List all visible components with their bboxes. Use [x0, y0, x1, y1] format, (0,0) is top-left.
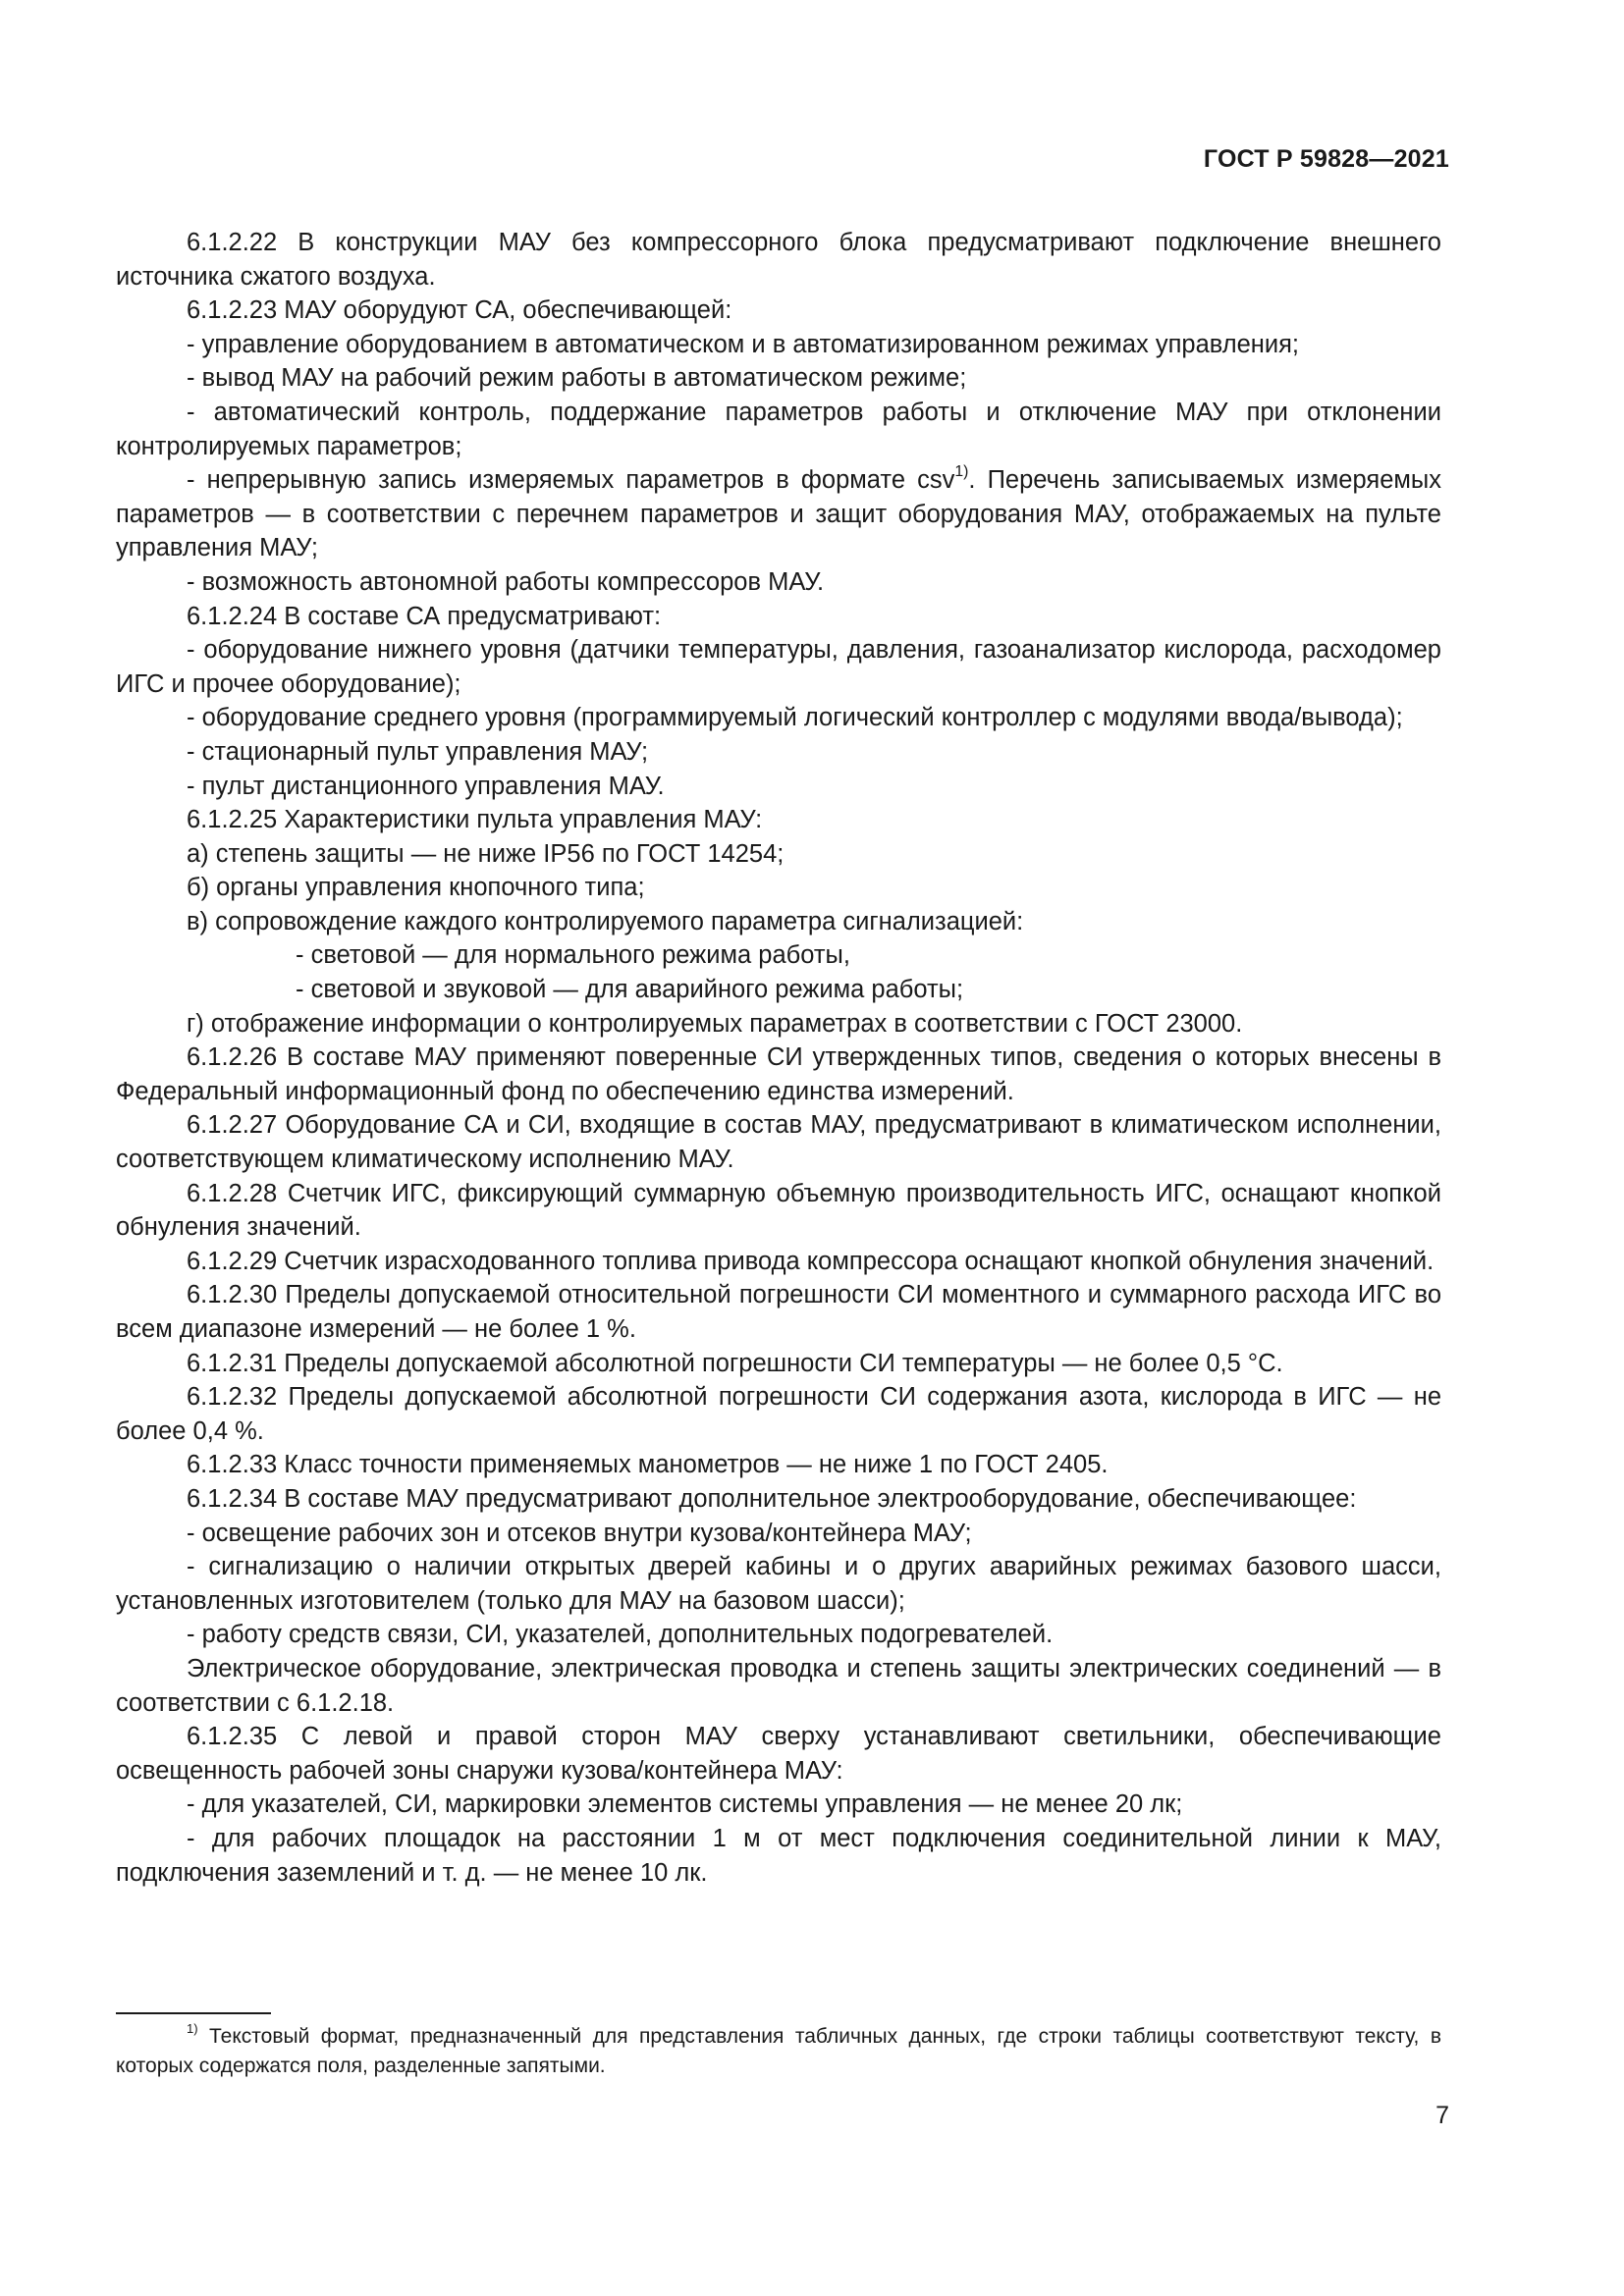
paragraph — [116, 1108, 1441, 1176]
paragraph — [116, 1245, 1441, 1279]
paragraph-text: 6.1.2.22 В конструкции МАУ без компрессорного блока предусматривают подключение внешнего источника сжатого воздуха. — [116, 229, 1441, 291]
paragraph-text: - вывод МАУ на рабочий режим работы в автоматическом режиме; — [187, 364, 967, 393]
paragraph — [116, 1517, 1441, 1551]
paragraph-text: 6.1.2.28 Счетчик ИГС, фиксирующий суммарную объемную производительность ИГС, оснащают кнопкой обнуления значений. — [116, 1179, 1441, 1242]
paragraph — [116, 1482, 1441, 1517]
paragraph-text: в) сопровождение каждого контролируемого параметра сигнализацией: — [187, 907, 1024, 935]
paragraph — [116, 600, 1441, 634]
paragraph — [116, 1720, 1441, 1788]
paragraph — [116, 294, 1441, 328]
paragraph — [116, 1550, 1441, 1618]
paragraph-text: - оборудование нижнего уровня (датчики температуры, давления, газоанализатор кислорода, расходомер ИГС и прочее оборудование); — [116, 636, 1441, 698]
paragraph-text: - световой — для нормального режима работы, — [296, 941, 850, 970]
paragraph — [116, 701, 1441, 735]
paragraph — [116, 633, 1441, 701]
paragraph-text: - для рабочих площадок на расстоянии 1 м от мест подключения соединительной линии к МАУ, подключения заземлений и т. д. — не менее 10 лк. — [116, 1824, 1441, 1887]
paragraph — [116, 1177, 1441, 1245]
page-number: 7 — [1435, 2102, 1449, 2129]
paragraph — [116, 361, 1441, 396]
paragraph — [116, 1007, 1441, 1041]
paragraph — [116, 1618, 1441, 1652]
paragraph-text: - световой и звуковой — для аварийного режима работы; — [296, 976, 964, 1004]
footnote-text — [116, 2022, 1441, 2081]
paragraph-text: 6.1.2.23 МАУ оборудуют СА, обеспечивающей: — [187, 296, 732, 325]
paragraph — [116, 463, 1441, 565]
paragraph — [116, 1347, 1441, 1381]
paragraph — [116, 1788, 1441, 1822]
paragraph-text: г) отображение информации о контролируемых параметрах в соответствии с ГОСТ 23000. — [187, 1009, 1243, 1038]
paragraph — [116, 1041, 1441, 1108]
footnote-separator — [116, 2012, 271, 2014]
paragraph-text: 6.1.2.30 Пределы допускаемой относительной погрешности СИ моментного и суммарного расхода ИГС во всем диапазоне измерений — не более 1 %. — [116, 1281, 1441, 1343]
footnote-mark: 1) — [187, 2021, 198, 2037]
paragraph-text: - пульт дистанционного управления МАУ. — [187, 772, 665, 800]
footnote — [116, 2022, 1441, 2081]
paragraph-text: - сигнализацию о наличии открытых дверей кабины и о других аварийных режимах базового шасси, установленных изготовителем (только для МАУ на базовом шасси); — [116, 1553, 1441, 1615]
paragraph-text: - управление оборудованием в автоматическом и в автоматизированном режимах управления; — [187, 330, 1299, 358]
paragraph-text: - освещение рабочих зон и отсеков внутри кузова/контейнера МАУ; — [187, 1519, 972, 1547]
paragraph-text: - автоматический контроль, поддержание параметров работы и отключение МАУ при отклонении контролируемых параметров; — [116, 398, 1441, 460]
footnote-body: Текстовый формат, предназначенный для представления табличных данных, где строки таблицы соответствуют тексту, в которых содержатся поля, разделенные запятыми. — [116, 2025, 1441, 2077]
paragraph — [116, 1822, 1441, 1890]
paragraph-text: - работу средств связи, СИ, указателей, дополнительных подогревателей. — [187, 1621, 1054, 1649]
paragraph-text: 6.1.2.34 В составе МАУ предусматривают дополнительное электрооборудование, обеспечивающее: — [187, 1484, 1357, 1513]
paragraph — [116, 770, 1441, 804]
document-code-header: ГОСТ Р 59828—2021 — [1203, 145, 1449, 173]
paragraph — [116, 1448, 1441, 1482]
paragraph — [116, 1652, 1441, 1720]
paragraph — [116, 1278, 1441, 1346]
paragraph-text: 6.1.2.24 В составе СА предусматривают: — [187, 602, 662, 630]
footnote-reference: 1) — [954, 463, 969, 481]
paragraph — [116, 1380, 1441, 1448]
paragraph-text: 6.1.2.27 Оборудование СА и СИ, входящие в состав МАУ, предусматривают в климатическом исполнении, соответствующем климатическому исполнению МАУ. — [116, 1111, 1441, 1174]
paragraph-text: - непрерывную запись измеряемых параметров в формате csv — [187, 466, 955, 495]
paragraph-text: б) органы управления кнопочного типа; — [187, 874, 645, 902]
paragraph — [116, 735, 1441, 770]
paragraph-text: - стационарный пульт управления МАУ; — [187, 737, 649, 766]
paragraph-text: 6.1.2.26 В составе МАУ применяют поверенные СИ утвержденных типов, сведения о которых внесены в Федеральный информационный фонд по обеспечению единства измерений. — [116, 1043, 1441, 1105]
paragraph-text: 6.1.2.35 С левой и правой сторон МАУ сверху устанавливают светильники, обеспечивающие освещенность рабочей зоны снаружи кузова/контейнера МАУ: — [116, 1723, 1441, 1785]
paragraph-text: 6.1.2.31 Пределы допускаемой абсолютной погрешности СИ температуры — не более 0,5 °С. — [187, 1349, 1283, 1377]
paragraph — [116, 396, 1441, 463]
paragraph-text: а) степень защиты — не ниже IP56 по ГОСТ 14254; — [187, 839, 785, 868]
paragraph — [116, 938, 1441, 973]
paragraph — [116, 973, 1441, 1007]
paragraph — [116, 565, 1441, 600]
paragraph-text: - оборудование среднего уровня (программируемый логический контроллер с модулями ввода/вывода); — [187, 704, 1403, 732]
paragraph-text: 6.1.2.32 Пределы допускаемой абсолютной погрешности СИ содержания азота, кислорода в ИГС — не более 0,4 %. — [116, 1383, 1441, 1445]
paragraph-text: 6.1.2.29 Счетчик израсходованного топлива привода компрессора оснащают кнопкой обнуления значений. — [187, 1247, 1435, 1275]
paragraph — [116, 328, 1441, 362]
paragraph-text: 6.1.2.25 Характеристики пульта управления МАУ: — [187, 806, 763, 834]
main-text — [116, 226, 1441, 1890]
paragraph — [116, 905, 1441, 939]
paragraph-text: - возможность автономной работы компрессоров МАУ. — [187, 567, 825, 596]
paragraph-text: - для указателей, СИ, маркировки элементов системы управления — не менее 20 лк; — [187, 1790, 1183, 1819]
paragraph — [116, 837, 1441, 872]
paragraph-text-continued: . Перечень записываемых измеряемых параметров — в соответствии с перечнем параметров и защит оборудования МАУ, отображаемых на пульте управления МАУ; — [116, 466, 1441, 562]
paragraph-text: 6.1.2.33 Класс точности применяемых манометров — не ниже 1 по ГОСТ 2405. — [187, 1451, 1109, 1479]
paragraph — [116, 803, 1441, 837]
paragraph-text: Электрическое оборудование, электрическая проводка и степень защиты электрических соединений — в соответствии с 6.1.2.18. — [116, 1654, 1441, 1717]
paragraph — [116, 226, 1441, 294]
paragraph — [116, 871, 1441, 905]
